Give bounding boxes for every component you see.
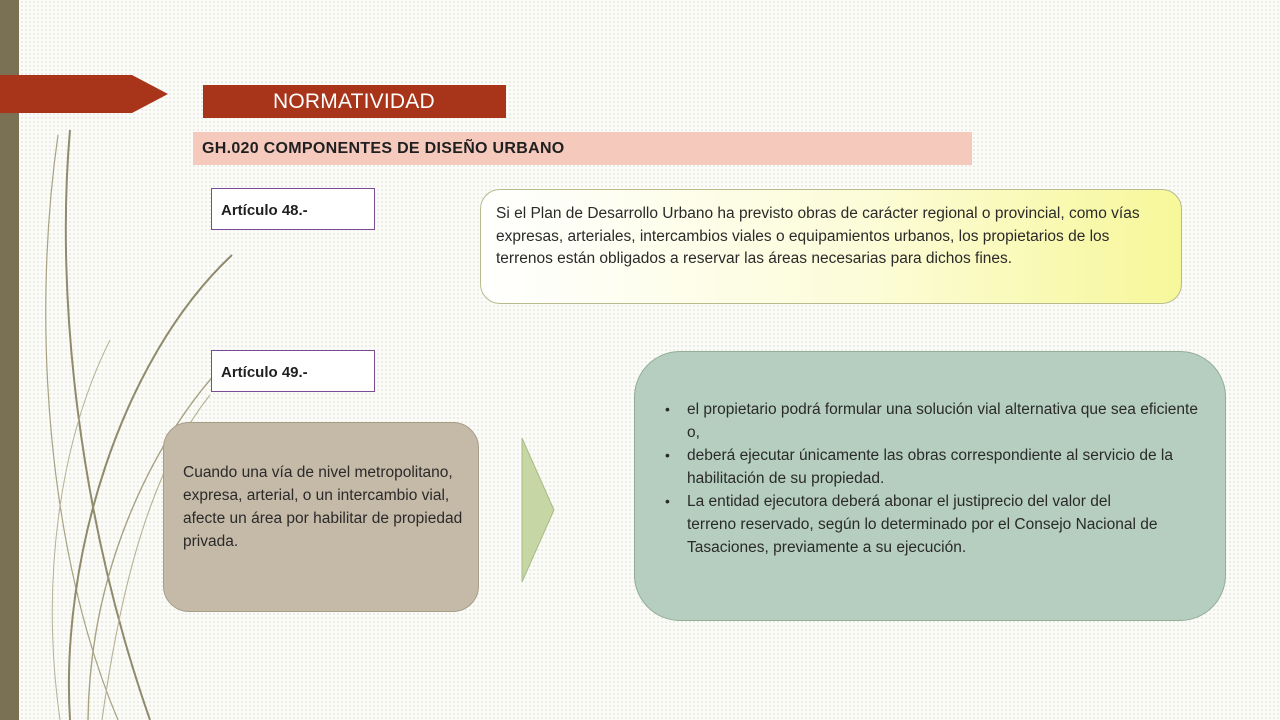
outcome-item-3-text-b: terreno reservado, según lo determinado por el Consejo Nacional de Tasaciones, previamente a su ejecución. — [687, 516, 1158, 556]
norm-subtitle-text: GH.020 COMPONENTES DE DISEÑO URBANO — [202, 139, 565, 157]
section-title-text: NORMATIVIDAD — [273, 89, 435, 113]
section-title — [203, 85, 506, 118]
article-48-text: Si el Plan de Desarrollo Urbano ha previsto obras de carácter regional o provincial, como vías expresas, arteriales, intercambios viales o equipamientos urbanos, los propietarios de los terrenos están obligados a reservar las áreas necesarias para dichos fines. — [496, 205, 1140, 267]
article-49-label-text: Artículo 49.- — [221, 364, 308, 381]
outcome-item-1-text: el propietario podrá formular una solución vial alternativa que sea eficiente o, — [687, 401, 1198, 441]
outcome-item-3 — [665, 490, 1201, 559]
article-49-condition-box — [163, 422, 479, 612]
article-48-label — [211, 188, 375, 230]
right-arrow-icon — [520, 438, 556, 582]
article-49-condition-text: Cuando una vía de nivel metropolitano, expresa, arterial, o un intercambio vial, afecte un área por habilitar de propiedad privada. — [183, 464, 463, 550]
header-arrow-band — [0, 75, 168, 113]
outcome-item-3-text-a: • La entidad ejecutora deberá abonar el justiprecio del valor del — [687, 493, 1111, 510]
article-49-outcomes-box — [634, 351, 1226, 621]
article-48-text-box — [480, 189, 1182, 304]
outcome-item-1 — [665, 398, 1201, 444]
outcome-item-2-text: deberá ejecutar únicamente las obras correspondiente al servicio de la habilitación de su propiedad. — [687, 447, 1173, 487]
outcomes-list — [665, 398, 1201, 559]
norm-subtitle — [193, 132, 972, 165]
outcome-item-2 — [665, 444, 1201, 490]
article-48-label-text: Artículo 48.- — [221, 202, 308, 219]
article-49-label — [211, 350, 375, 392]
